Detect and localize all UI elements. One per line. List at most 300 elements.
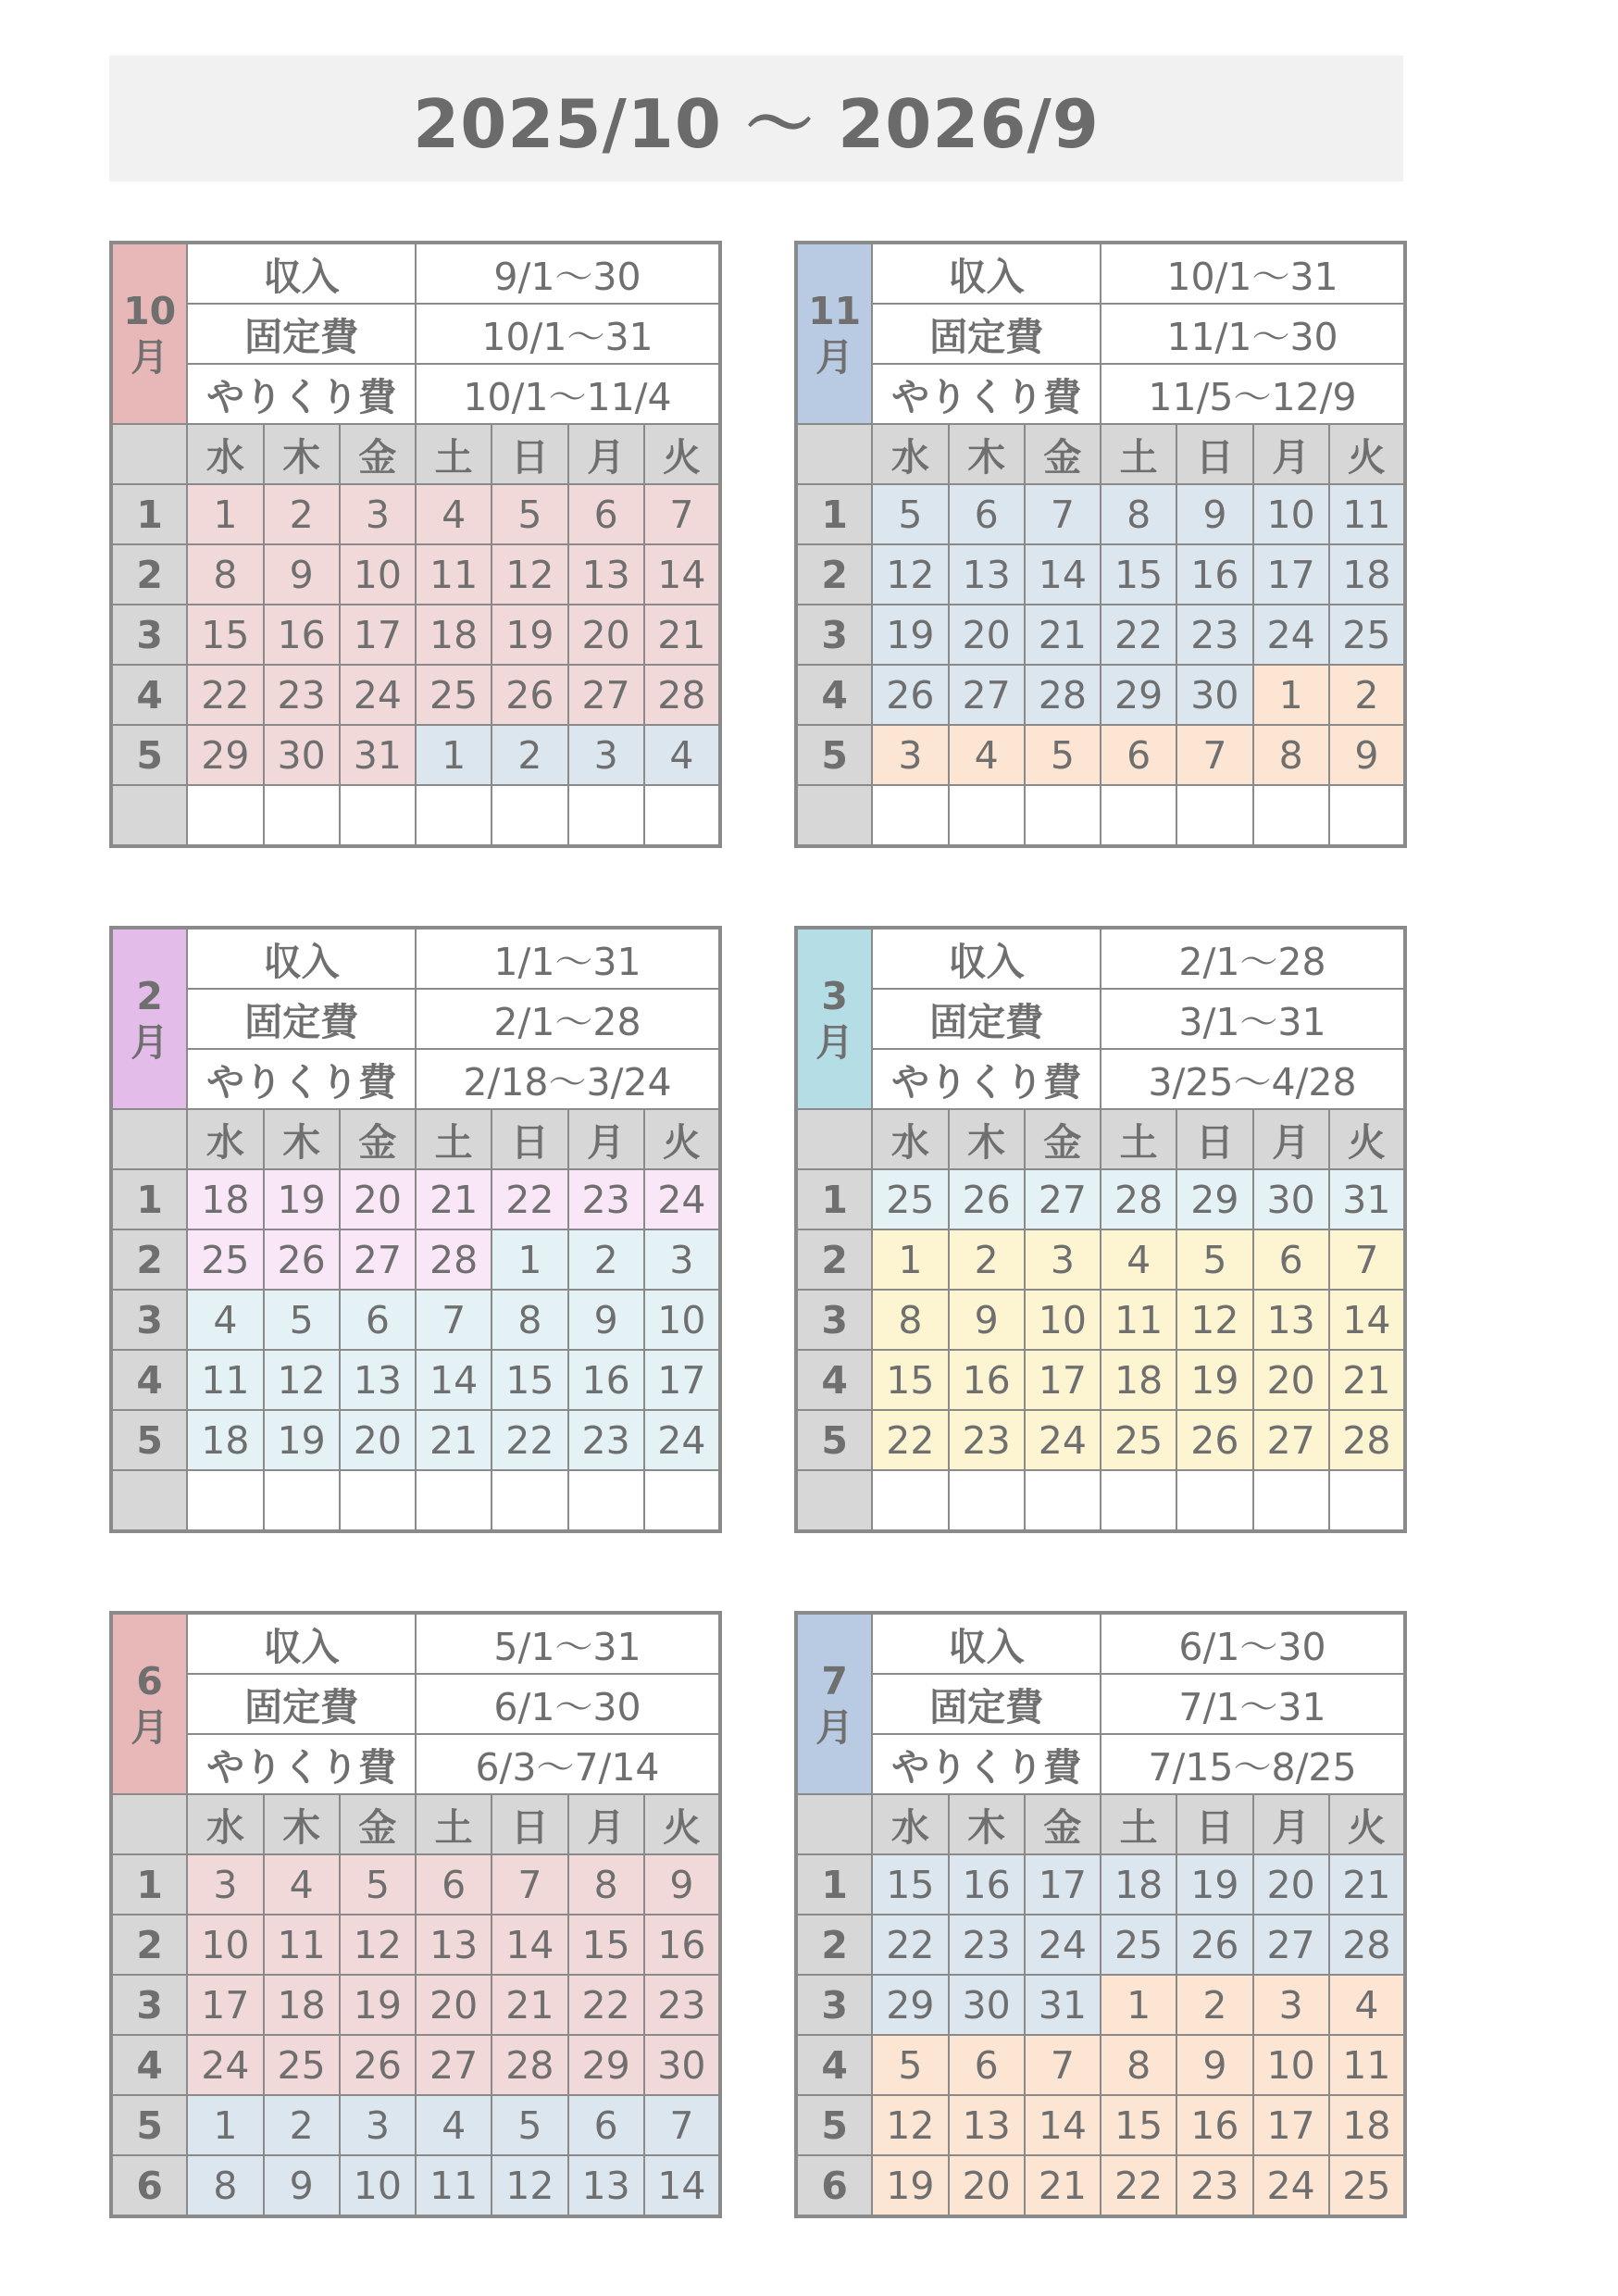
day-cell: 19 (872, 2155, 948, 2216)
day-cell: 17 (187, 1975, 263, 2035)
weekday-header: 土 (1101, 1794, 1176, 1854)
day-cell (949, 785, 1025, 846)
info-row (111, 1049, 720, 1109)
week-row (796, 605, 1405, 665)
weekday-header: 水 (187, 424, 263, 484)
day-cell: 21 (416, 1169, 492, 1229)
weekday-header: 日 (1176, 1794, 1252, 1854)
week-number: 5 (111, 725, 187, 785)
day-cell (340, 1470, 416, 1531)
weekday-header-row (796, 1794, 1405, 1854)
fixed-cost-label: 固定費 (187, 304, 416, 364)
day-cell: 24 (644, 1169, 720, 1229)
info-row (796, 243, 1405, 304)
day-cell: 30 (949, 1975, 1025, 2035)
day-cell: 16 (949, 1350, 1025, 1410)
week-number: 4 (796, 665, 872, 725)
info-row (111, 989, 720, 1049)
week-row (796, 1410, 1405, 1470)
weekday-header: 水 (872, 424, 948, 484)
day-cell: 25 (187, 1229, 263, 1290)
day-cell: 12 (1176, 1290, 1252, 1350)
week-row (796, 1229, 1405, 1290)
month-unit: 月 (815, 1704, 854, 1750)
day-cell: 19 (492, 605, 567, 665)
day-cell: 5 (340, 1854, 416, 1915)
day-cell: 24 (1253, 605, 1329, 665)
day-cell: 7 (1329, 1229, 1405, 1290)
weekday-header: 木 (949, 1109, 1025, 1169)
day-cell: 10 (187, 1915, 263, 1975)
day-cell: 24 (1025, 1410, 1101, 1470)
fixed-cost-value: 2/1〜28 (416, 989, 720, 1049)
week-row (111, 2035, 720, 2095)
weekday-header: 火 (644, 1109, 720, 1169)
day-cell: 7 (492, 1854, 567, 1915)
day-cell (644, 785, 720, 846)
day-cell: 11 (1101, 1290, 1176, 1350)
page-title: 2025/10 〜 2026/9 (109, 56, 1403, 181)
weekday-header: 土 (416, 1794, 492, 1854)
weekday-header: 木 (949, 424, 1025, 484)
day-cell: 13 (949, 544, 1025, 605)
day-cell: 7 (1025, 484, 1101, 544)
day-cell: 9 (568, 1290, 644, 1350)
day-cell: 8 (1101, 484, 1176, 544)
week-number: 1 (111, 1854, 187, 1915)
day-cell: 3 (340, 484, 416, 544)
day-cell: 4 (416, 484, 492, 544)
week-number: 2 (796, 1229, 872, 1290)
day-cell: 3 (340, 2095, 416, 2155)
week-number: 4 (111, 2035, 187, 2095)
day-cell: 11 (264, 1915, 340, 1975)
day-cell (1253, 1470, 1329, 1531)
day-cell: 26 (340, 2035, 416, 2095)
day-cell: 26 (872, 665, 948, 725)
day-cell (1329, 1470, 1405, 1531)
month-label (796, 928, 872, 1109)
fixed-cost-label: 固定費 (872, 304, 1101, 364)
day-cell: 19 (264, 1169, 340, 1229)
day-cell: 31 (1329, 1169, 1405, 1229)
fixed-cost-label: 固定費 (872, 1674, 1101, 1734)
day-cell: 2 (949, 1229, 1025, 1290)
day-cell (1253, 785, 1329, 846)
day-cell: 22 (492, 1410, 567, 1470)
day-cell: 13 (568, 2155, 644, 2216)
day-cell: 3 (1253, 1975, 1329, 2035)
day-cell: 30 (264, 725, 340, 785)
week-row (796, 665, 1405, 725)
day-cell (264, 1470, 340, 1531)
week-row (796, 2095, 1405, 2155)
day-cell: 3 (872, 725, 948, 785)
weekday-header-row (796, 1109, 1405, 1169)
weekday-header: 土 (1101, 1109, 1176, 1169)
day-cell: 17 (340, 605, 416, 665)
day-cell: 20 (1253, 1854, 1329, 1915)
day-cell: 13 (568, 544, 644, 605)
weekday-header: 日 (1176, 424, 1252, 484)
week-row (111, 544, 720, 605)
weekday-header: 金 (1025, 1794, 1101, 1854)
weekday-header: 月 (568, 1794, 644, 1854)
day-cell: 4 (264, 1854, 340, 1915)
week-number: 2 (111, 1915, 187, 1975)
week-row (796, 725, 1405, 785)
week-row (111, 1854, 720, 1915)
weekday-header: 水 (187, 1794, 263, 1854)
day-cell: 7 (1176, 725, 1252, 785)
day-cell: 3 (568, 725, 644, 785)
month-unit: 月 (131, 1704, 169, 1750)
weekday-header: 水 (872, 1109, 948, 1169)
week-row (111, 1350, 720, 1410)
week-row (111, 1470, 720, 1531)
week-number: 5 (796, 2095, 872, 2155)
info-row (111, 1613, 720, 1674)
day-cell: 16 (568, 1350, 644, 1410)
day-cell: 22 (187, 665, 263, 725)
month-unit: 月 (131, 1019, 169, 1065)
day-cell: 26 (1176, 1410, 1252, 1470)
day-cell: 18 (264, 1975, 340, 2035)
day-cell: 25 (872, 1169, 948, 1229)
day-cell: 1 (416, 725, 492, 785)
day-cell: 14 (1025, 544, 1101, 605)
day-cell: 3 (644, 1229, 720, 1290)
day-cell: 13 (949, 2095, 1025, 2155)
day-cell: 18 (1329, 2095, 1405, 2155)
week-row (796, 785, 1405, 846)
month-number: 7 (821, 1658, 848, 1703)
day-cell (1176, 785, 1252, 846)
week-number: 2 (796, 544, 872, 605)
day-cell: 27 (340, 1229, 416, 1290)
day-cell: 29 (1176, 1169, 1252, 1229)
day-cell: 2 (568, 1229, 644, 1290)
week-row (796, 1854, 1405, 1915)
week-row (796, 1915, 1405, 1975)
month-number: 6 (136, 1658, 163, 1703)
day-cell: 6 (949, 484, 1025, 544)
month-calendar (794, 926, 1407, 1533)
day-cell (492, 1470, 567, 1531)
day-cell: 11 (187, 1350, 263, 1410)
week-number: 6 (796, 2155, 872, 2216)
weekday-header: 日 (492, 1794, 567, 1854)
day-cell: 15 (872, 1854, 948, 1915)
day-cell (340, 785, 416, 846)
day-cell (492, 785, 567, 846)
weekday-header: 金 (1025, 424, 1101, 484)
day-cell: 4 (949, 725, 1025, 785)
day-cell (187, 785, 263, 846)
week-row (796, 1350, 1405, 1410)
week-row (111, 2155, 720, 2216)
day-cell: 15 (1101, 544, 1176, 605)
day-cell: 3 (187, 1854, 263, 1915)
week-number: 3 (111, 1975, 187, 2035)
day-cell: 11 (416, 2155, 492, 2216)
fixed-cost-value: 11/1〜30 (1101, 304, 1405, 364)
info-row (111, 243, 720, 304)
day-cell: 15 (872, 1350, 948, 1410)
week-row (796, 1975, 1405, 2035)
day-cell: 28 (492, 2035, 567, 2095)
week-number: 5 (111, 2095, 187, 2155)
header-corner-cell (796, 424, 872, 484)
day-cell: 19 (1176, 1350, 1252, 1410)
day-cell (568, 1470, 644, 1531)
day-cell: 17 (1253, 2095, 1329, 2155)
weekday-header: 金 (1025, 1109, 1101, 1169)
variable-cost-label: やりくり費 (187, 1049, 416, 1109)
day-cell: 23 (568, 1169, 644, 1229)
day-cell: 16 (949, 1854, 1025, 1915)
day-cell: 23 (264, 665, 340, 725)
day-cell: 21 (644, 605, 720, 665)
income-label: 収入 (187, 928, 416, 989)
info-row (111, 1674, 720, 1734)
day-cell: 10 (340, 2155, 416, 2216)
variable-cost-value: 3/25〜4/28 (1101, 1049, 1405, 1109)
calendar-table (794, 1611, 1407, 2218)
info-row (796, 1734, 1405, 1794)
day-cell: 12 (872, 2095, 948, 2155)
day-cell: 5 (1176, 1229, 1252, 1290)
week-number: 3 (796, 1975, 872, 2035)
day-cell (1101, 785, 1176, 846)
day-cell: 7 (416, 1290, 492, 1350)
income-value: 2/1〜28 (1101, 928, 1405, 989)
week-number: 5 (796, 1410, 872, 1470)
day-cell: 24 (644, 1410, 720, 1470)
day-cell: 14 (416, 1350, 492, 1410)
month-label (111, 1613, 187, 1794)
day-cell: 27 (416, 2035, 492, 2095)
day-cell: 19 (340, 1975, 416, 2035)
month-calendar (794, 241, 1407, 848)
income-value: 5/1〜31 (416, 1613, 720, 1674)
day-cell: 4 (416, 2095, 492, 2155)
day-cell: 8 (187, 2155, 263, 2216)
day-cell: 4 (1101, 1229, 1176, 1290)
day-cell: 19 (1176, 1854, 1252, 1915)
day-cell (1329, 785, 1405, 846)
day-cell: 21 (1025, 2155, 1101, 2216)
day-cell: 31 (1025, 1975, 1101, 2035)
day-cell: 28 (1101, 1169, 1176, 1229)
info-row (796, 1049, 1405, 1109)
info-row (796, 928, 1405, 989)
weekday-header: 木 (264, 424, 340, 484)
weekday-header-row (796, 424, 1405, 484)
day-cell: 5 (872, 2035, 948, 2095)
fixed-cost-label: 固定費 (872, 989, 1101, 1049)
fixed-cost-value: 3/1〜31 (1101, 989, 1405, 1049)
header-corner-cell (111, 1109, 187, 1169)
info-row (796, 1613, 1405, 1674)
week-number (111, 1470, 187, 1531)
day-cell: 5 (492, 484, 567, 544)
weekday-header: 火 (1329, 1109, 1405, 1169)
day-cell: 10 (644, 1290, 720, 1350)
day-cell: 25 (1101, 1410, 1176, 1470)
weekday-header: 月 (568, 424, 644, 484)
week-number: 3 (796, 605, 872, 665)
day-cell: 14 (492, 1915, 567, 1975)
day-cell: 25 (264, 2035, 340, 2095)
day-cell (1176, 1470, 1252, 1531)
day-cell: 13 (416, 1915, 492, 1975)
month-calendar (109, 926, 722, 1533)
week-number (796, 1470, 872, 1531)
day-cell: 26 (949, 1169, 1025, 1229)
week-number: 4 (111, 1350, 187, 1410)
day-cell: 20 (340, 1410, 416, 1470)
day-cell: 17 (1025, 1350, 1101, 1410)
day-cell: 26 (1176, 1915, 1252, 1975)
day-cell (1025, 785, 1101, 846)
week-row (111, 1915, 720, 1975)
week-number: 1 (796, 484, 872, 544)
day-cell: 31 (340, 725, 416, 785)
day-cell: 2 (1176, 1975, 1252, 2035)
day-cell: 10 (1253, 2035, 1329, 2095)
income-value: 1/1〜31 (416, 928, 720, 989)
day-cell: 22 (872, 1915, 948, 1975)
month-number: 10 (123, 288, 177, 333)
variable-cost-value: 10/1〜11/4 (416, 364, 720, 424)
day-cell: 23 (949, 1915, 1025, 1975)
day-cell: 20 (568, 605, 644, 665)
day-cell: 5 (872, 484, 948, 544)
weekday-header: 月 (1253, 1794, 1329, 1854)
week-row (111, 2095, 720, 2155)
day-cell: 27 (1253, 1915, 1329, 1975)
day-cell: 1 (187, 2095, 263, 2155)
day-cell: 21 (1025, 605, 1101, 665)
variable-cost-label: やりくり費 (872, 1049, 1101, 1109)
day-cell: 18 (1101, 1854, 1176, 1915)
day-cell: 26 (492, 665, 567, 725)
week-number: 3 (111, 1290, 187, 1350)
info-row (796, 304, 1405, 364)
day-cell: 10 (1253, 484, 1329, 544)
week-number (796, 785, 872, 846)
weekday-header: 水 (872, 1794, 948, 1854)
week-number: 4 (111, 665, 187, 725)
week-row (796, 2035, 1405, 2095)
weekday-header: 日 (492, 424, 567, 484)
month-label (111, 928, 187, 1109)
day-cell: 15 (568, 1915, 644, 1975)
week-row (796, 484, 1405, 544)
day-cell: 28 (1329, 1410, 1405, 1470)
day-cell (872, 785, 948, 846)
variable-cost-value: 2/18〜3/24 (416, 1049, 720, 1109)
day-cell: 5 (264, 1290, 340, 1350)
day-cell: 25 (1101, 1915, 1176, 1975)
month-calendar (109, 241, 722, 848)
day-cell: 6 (568, 2095, 644, 2155)
month-calendar (794, 1611, 1407, 2218)
variable-cost-value: 7/15〜8/25 (1101, 1734, 1405, 1794)
day-cell: 18 (1329, 544, 1405, 605)
week-number: 5 (796, 725, 872, 785)
info-row (111, 304, 720, 364)
day-cell: 8 (492, 1290, 567, 1350)
calendar-table (794, 241, 1407, 848)
day-cell (872, 1470, 948, 1531)
fixed-cost-value: 7/1〜31 (1101, 1674, 1405, 1734)
income-value: 9/1〜30 (416, 243, 720, 304)
day-cell: 21 (492, 1975, 567, 2035)
day-cell (416, 785, 492, 846)
day-cell: 15 (492, 1350, 567, 1410)
month-label (111, 243, 187, 424)
day-cell: 12 (492, 2155, 567, 2216)
month-number: 11 (808, 288, 862, 333)
day-cell: 6 (1253, 1229, 1329, 1290)
month-number: 3 (821, 973, 848, 1018)
day-cell: 9 (644, 1854, 720, 1915)
day-cell: 6 (340, 1290, 416, 1350)
fixed-cost-label: 固定費 (187, 989, 416, 1049)
month-unit: 月 (131, 334, 169, 380)
week-row (796, 2155, 1405, 2216)
header-corner-cell (796, 1794, 872, 1854)
header-corner-cell (111, 1794, 187, 1854)
day-cell: 25 (416, 665, 492, 725)
month-unit: 月 (815, 334, 854, 380)
day-cell: 16 (1176, 2095, 1252, 2155)
day-cell: 18 (1101, 1350, 1176, 1410)
day-cell: 2 (264, 484, 340, 544)
day-cell: 25 (1329, 2155, 1405, 2216)
day-cell: 1 (1253, 665, 1329, 725)
day-cell: 11 (416, 544, 492, 605)
day-cell (264, 785, 340, 846)
day-cell: 23 (644, 1975, 720, 2035)
day-cell: 4 (187, 1290, 263, 1350)
weekday-header: 木 (264, 1109, 340, 1169)
day-cell: 21 (416, 1410, 492, 1470)
day-cell: 20 (949, 605, 1025, 665)
info-row (796, 364, 1405, 424)
day-cell: 24 (340, 665, 416, 725)
info-row (796, 1674, 1405, 1734)
week-row (111, 1410, 720, 1470)
week-number: 1 (796, 1854, 872, 1915)
day-cell: 15 (1101, 2095, 1176, 2155)
day-cell: 22 (492, 1169, 567, 1229)
weekday-header-row (111, 424, 720, 484)
weekday-header: 金 (340, 424, 416, 484)
income-label: 収入 (872, 243, 1101, 304)
day-cell: 7 (644, 2095, 720, 2155)
weekday-header: 土 (416, 424, 492, 484)
day-cell: 2 (1329, 665, 1405, 725)
day-cell: 23 (568, 1410, 644, 1470)
day-cell: 8 (1101, 2035, 1176, 2095)
day-cell: 5 (1025, 725, 1101, 785)
day-cell: 24 (1025, 1915, 1101, 1975)
variable-cost-label: やりくり費 (872, 1734, 1101, 1794)
day-cell: 27 (1253, 1410, 1329, 1470)
